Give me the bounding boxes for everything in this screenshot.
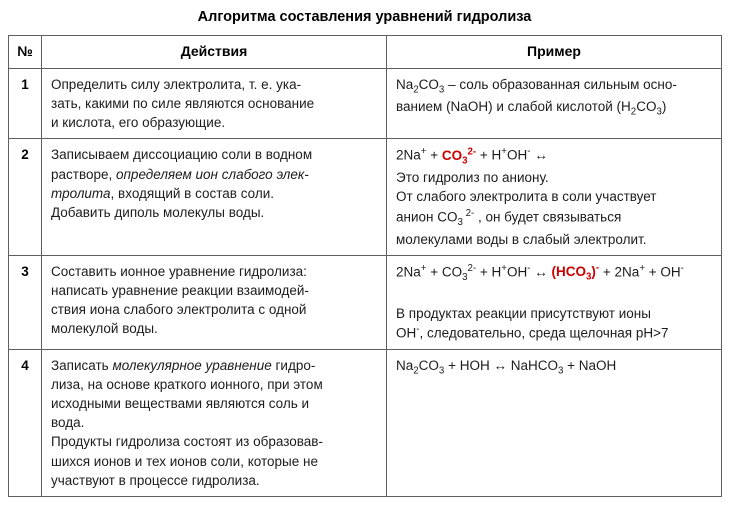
actions-cell: Записываем диссоциацию соли в водном растворе, определяем ион слабого элек- тролита, входящий в состав соли. Добавить диполь молекулы воды. (42, 139, 387, 255)
row-number-cell: 2 (9, 139, 42, 255)
header-example: Пример (387, 36, 722, 69)
table-row (9, 255, 722, 349)
example-cell: $2Na^+ + CO_3^{2-} + H^+OH^-$ ↔ Это гидролиз по аниону. От слабого электролита в соли участвует анион $CO_3$ $^{2-}$ , он будет связываться молекулами воды в слабый электролит. (387, 139, 722, 255)
actions-cell: Составить ионное уравнение гидролиза: написать уравнение реакции взаимодей- ствия иона слабого электролита с одной молекулой воды. (42, 255, 387, 349)
page-title: Алгоритма составления уравнений гидролиза (197, 9, 532, 25)
example-cell: $Na_2CO_3$ – соль образованная сильным осно- ванием (NaOH) и слабой кислотой $(H_2CO_3)$ (387, 68, 722, 138)
table-row (9, 349, 722, 496)
header-number: № (9, 36, 42, 69)
example-cell: $2Na^+ + CO_3^{2-} + H^+OH^-$ ↔ $(HCO_3)^- + 2Na^+ + OH^-$ В продуктах реакции присутствуют ионы OH-, следовательно, среда щелочная pH>7 (387, 255, 722, 349)
example-cell: $Na_2CO_3$ + HOH ↔ NaHCO$_3$ + NaOH (387, 349, 722, 496)
table-row (9, 139, 722, 255)
row-number-cell: 1 (9, 68, 42, 138)
actions-cell: Определить силу электролита, т. е. ука- зать, какими по силе являются основание и кислота, его образующие. (42, 68, 387, 138)
row-number-cell: 3 (9, 255, 42, 349)
hydrolysis-algorithm-table (8, 35, 722, 497)
actions-cell: Записать молекулярное уравнение гидро- лиза, на основе краткого ионного, при этом исходными веществами являются соль и вода. Продукты гидролиза состоят из образовав- шихся ионов и тех ионов соли, которые не участвуют в процессе гидролиза. (42, 349, 387, 496)
header-actions: Действия (42, 36, 387, 69)
row-number-cell: 4 (9, 349, 42, 496)
table-row (9, 68, 722, 138)
table-header-row (9, 36, 722, 69)
